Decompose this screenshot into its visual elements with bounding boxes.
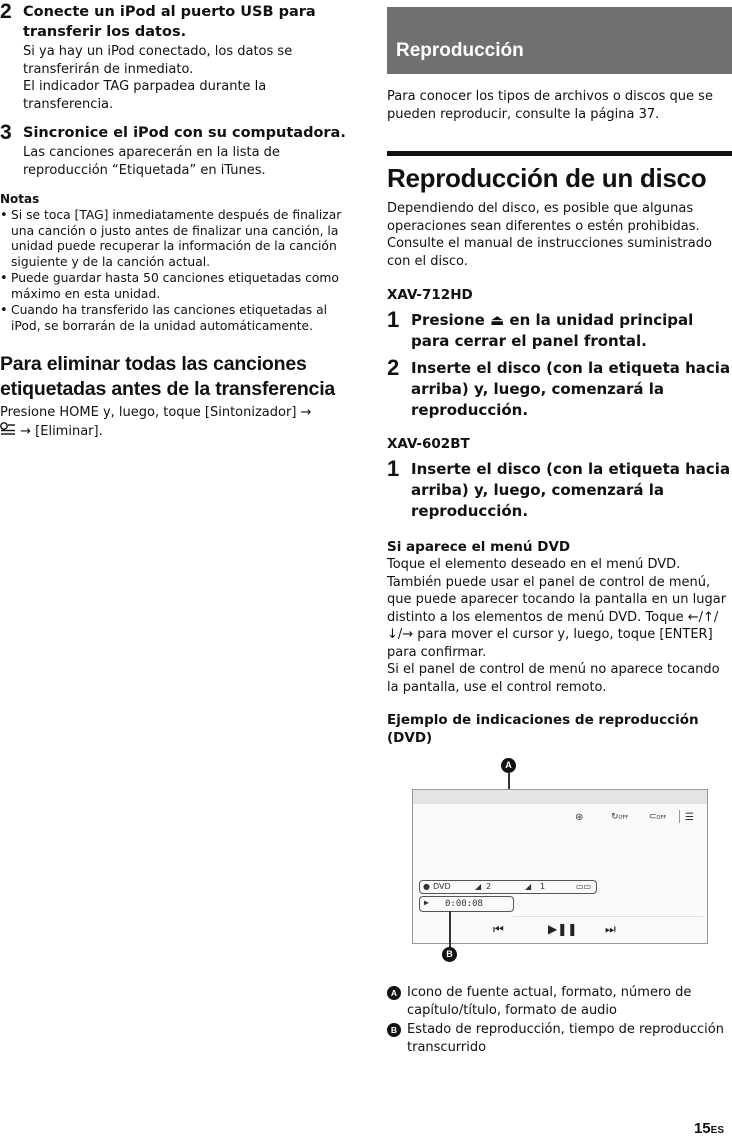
audio-format-icon: ▭▭	[576, 882, 592, 891]
audio-number: 2	[486, 882, 492, 891]
step-body: El indicador TAG parpadea durante la transferencia.	[23, 79, 267, 112]
previous-icon[interactable]: ⏮	[493, 922, 504, 936]
control-separator	[513, 916, 703, 917]
heading-body: Dependiendo del disco, es posible que algunas operaciones sean diferentes o estén prohibidas. Consulte el manual de instrucciones suministrado con el disco.	[387, 201, 712, 269]
section-header	[387, 7, 732, 74]
disc-settings-icon: ⊛	[575, 812, 584, 823]
delete-instructions-b: → [Eliminar].	[20, 423, 103, 439]
step-title: Presione ⏏ en la unidad principal para cerrar el panel frontal.	[411, 311, 694, 350]
source-info-box	[419, 880, 597, 894]
dvd-menu-body: Toque el elemento deseado en el menú DVD. También puede usar el panel de control de menú, que puede aparecer tocando la pantalla en un lugar distinto a los elementos de menú DVD. Toque ←/↑/↓/→ para mover el cursor y, luego, toque [ENTER] para confirmar.	[387, 557, 727, 660]
playback-status-box	[419, 896, 514, 912]
intro-text: Para conocer los tipos de archivos o discos que se pueden reproducir, consulte la página 37.	[387, 89, 713, 122]
step-title: Inserte el disco (con la etiqueta hacia arriba) y, luego, comenzará la reproducción.	[411, 359, 731, 419]
step-number: 2	[0, 0, 12, 23]
title-number: 1	[540, 882, 546, 891]
legend-marker: B	[387, 1023, 401, 1037]
tag-list-icon	[0, 422, 16, 441]
page-language: ES	[710, 1125, 724, 1136]
dvd-menu-body: Si el panel de control de menú no aparece tocando la pantalla, use el control remoto.	[387, 662, 720, 695]
step-2	[387, 355, 732, 421]
shuffle-icon: ⊂OFF	[649, 812, 667, 822]
screen-top-bar	[413, 790, 707, 804]
legend-item	[387, 984, 732, 1019]
step-number: 1	[387, 307, 400, 332]
page-number-value: 15	[693, 1120, 711, 1137]
play-pause-icon[interactable]: ▶❚❚	[548, 922, 578, 936]
step-1	[387, 456, 732, 522]
legend-text: Estado de reproducción, tiempo de reproducción transcurrido	[407, 1022, 724, 1055]
note-item: • Cuando ha transferido las canciones etiquetadas al iPod, se borrarán de la unidad automáticamente.	[0, 303, 350, 334]
source-label: DVD	[433, 882, 451, 891]
icon-separator	[679, 810, 680, 823]
page-number	[694, 1120, 724, 1137]
source-icon: ●	[423, 882, 430, 891]
delete-instructions-a: Presione HOME y, luego, toque [Sintonizador] →	[0, 405, 312, 420]
dvd-menu-title: Si aparece el menú DVD	[387, 539, 571, 555]
step-title: Inserte el disco (con la etiqueta hacia arriba) y, luego, comenzará la reproducción.	[411, 460, 731, 520]
model-xav-602bt: XAV-602BT	[387, 436, 470, 452]
left-column	[0, 0, 350, 440]
audio-icon: ◢	[475, 882, 482, 891]
list-icon: ☰	[685, 812, 694, 823]
leader-line-b	[449, 911, 451, 947]
next-icon[interactable]: ⏭	[605, 922, 616, 936]
playback-screen-figure	[387, 747, 732, 982]
step-3	[0, 123, 350, 179]
play-status-icon: ▶	[424, 898, 429, 907]
step-body: Si ya hay un iPod conectado, los datos se transferirán de inmediato.	[23, 44, 293, 77]
step-title: Conecte un iPod al puerto USB para transferir los datos.	[23, 4, 316, 40]
marker-a: A	[501, 758, 516, 773]
step-title: Sincronice el iPod con su computadora.	[23, 125, 346, 141]
delete-heading: Para eliminar todas las canciones etiquetadas antes de la transferencia	[0, 353, 336, 400]
note-item: • Puede guardar hasta 50 canciones etiquetadas como máximo en esta unidad.	[0, 271, 350, 302]
section-title: Reproducción	[396, 40, 524, 61]
legend-text: Icono de fuente actual, formato, número de capítulo/título, formato de audio	[407, 985, 692, 1018]
playback-screen	[412, 789, 708, 944]
step-body: Las canciones aparecerán en la lista de reproducción “Etiquetada” en iTunes.	[23, 145, 280, 178]
step-2	[0, 2, 350, 113]
model-xav-712hd: XAV-712HD	[387, 287, 473, 303]
note-item: • Si se toca [TAG] inmediatamente después de finalizar una canción o justo antes de finalizar una canción, la unidad puede recuperar la información de la canción siguiente y de la canción actual.	[0, 208, 350, 270]
legend-marker: A	[387, 986, 401, 1000]
right-column	[387, 0, 732, 1056]
notes-title: Notas	[0, 192, 40, 206]
step-number: 1	[387, 456, 400, 481]
marker-b: B	[442, 947, 457, 962]
elapsed-time: 0:00:08	[445, 899, 483, 909]
legend-item	[387, 1021, 732, 1056]
step-number: 3	[0, 121, 12, 144]
delete-instructions	[0, 404, 350, 440]
step-1	[387, 307, 732, 352]
example-title: Ejemplo de indicaciones de reproducción (DVD)	[387, 712, 699, 746]
title-icon: ◢	[525, 882, 532, 891]
step-number: 2	[387, 355, 400, 380]
heading-rule	[387, 151, 732, 156]
repeat-icon: ↻OFF	[611, 812, 629, 822]
main-heading: Reproducción de un disco	[387, 163, 707, 193]
